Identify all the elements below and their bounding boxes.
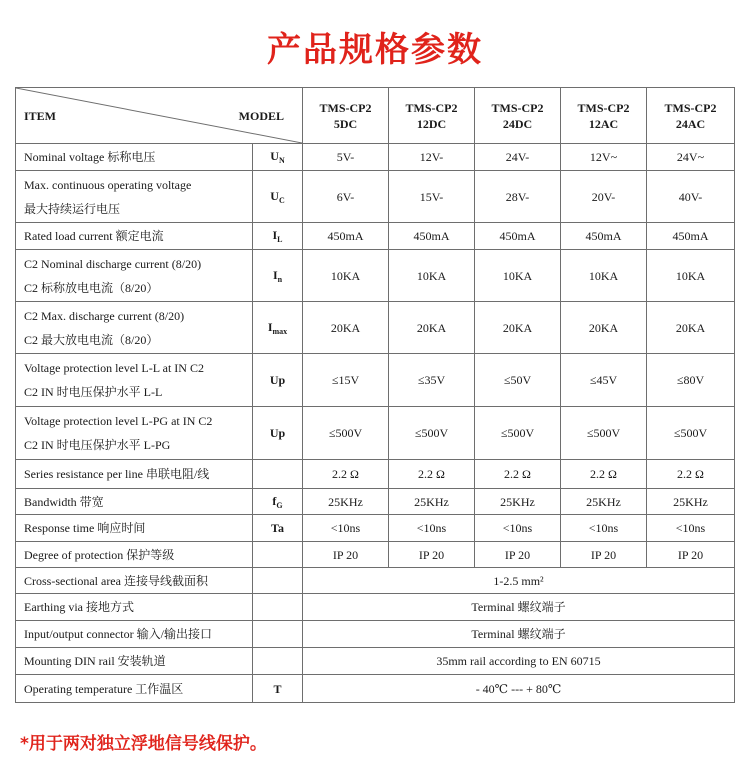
row-value: 10KA [475,250,561,302]
row-symbol: Ta [253,515,303,542]
row-symbol: $U_N$ [253,144,303,171]
row-value: 6V- [303,171,389,223]
row-value: 450mA [561,223,647,250]
row-value: IP 20 [561,542,647,568]
table-row [16,407,735,460]
spec-table [15,87,735,703]
row-value: 10KA [647,250,735,302]
row-value: 20KA [475,302,561,354]
row-value: ≤80V [647,354,735,407]
table-row [16,542,735,568]
row-value: 28V- [475,171,561,223]
model-column-header: TMS-CP2 12AC [561,88,647,144]
row-value: IP 20 [647,542,735,568]
table-row [16,144,735,171]
row-value: 12V~ [561,144,647,171]
row-value: 20KA [561,302,647,354]
row-label: Mounting DIN rail 安装轨道 [16,648,253,675]
table-row [16,354,735,407]
header-row [16,88,735,144]
row-symbol: $I_n$ [253,250,303,302]
row-label: Response time 响应时间 [16,515,253,542]
row-value: 24V- [475,144,561,171]
row-value: 450mA [475,223,561,250]
row-symbol [253,594,303,621]
model-header: MODEL [238,109,284,123]
row-value: <10ns [475,515,561,542]
row-label: C2 Nominal discharge current (8/20) C2 标称放电电流（8/20） [16,250,253,302]
row-value: 450mA [647,223,735,250]
row-value: 25KHz [303,489,389,515]
model-column-header: TMS-CP2 5DC [303,88,389,144]
row-value: <10ns [561,515,647,542]
row-value: 24V~ [647,144,735,171]
model-column-header: TMS-CP2 24AC [647,88,735,144]
row-symbol: $f_G$ [253,489,303,515]
row-label: Voltage protection level L-L at IN C2 C2 IN 时电压保护水平 L-L [16,354,253,407]
table-row [16,460,735,489]
row-value: 20V- [561,171,647,223]
row-value-merged: Terminal 螺纹端子 [303,621,735,648]
row-symbol: $I_{max}$ [253,302,303,354]
row-value: ≤500V [647,407,735,460]
row-symbol: Up [253,407,303,460]
table-row [16,302,735,354]
row-value: 2.2 Ω [647,460,735,489]
row-value: 20KA [647,302,735,354]
row-value: 2.2 Ω [475,460,561,489]
footnote: *用于两对独立浮地信号线保护。 [20,734,267,754]
row-label: Bandwidth 带宽 [16,489,253,515]
row-value: 15V- [389,171,475,223]
row-value: ≤500V [561,407,647,460]
row-value-merged: 1-2.5 mm² [303,568,735,594]
table-row [16,250,735,302]
row-symbol: $U_C$ [253,171,303,223]
page-title: 产品规格参数 [267,30,483,70]
table-row [16,171,735,223]
row-symbol [253,460,303,489]
row-value-merged: 35mm rail according to EN 60715 [303,648,735,675]
table-row [16,621,735,648]
row-label: Operating temperature 工作温区 [16,675,253,703]
row-value: IP 20 [303,542,389,568]
row-symbol [253,568,303,594]
table-row [16,223,735,250]
row-value: ≤500V [303,407,389,460]
row-value: 10KA [303,250,389,302]
row-label: C2 Max. discharge current (8/20) C2 最大放电电流（8/20） [16,302,253,354]
row-value: 2.2 Ω [303,460,389,489]
model-column-header: TMS-CP2 24DC [475,88,561,144]
table-row [16,515,735,542]
row-value: ≤35V [389,354,475,407]
table-row [16,568,735,594]
row-value: 10KA [389,250,475,302]
row-label: Max. continuous operating voltage 最大持续运行电压 [16,171,253,223]
row-value: ≤500V [475,407,561,460]
row-value: 25KHz [561,489,647,515]
model-column-header: TMS-CP2 12DC [389,88,475,144]
row-value: <10ns [389,515,475,542]
row-label: Nominal voltage 标称电压 [16,144,253,171]
table-row [16,675,735,703]
row-symbol [253,542,303,568]
row-label: Earthing via 接地方式 [16,594,253,621]
row-value: 450mA [389,223,475,250]
row-label: Input/output connector 输入/输出接口 [16,621,253,648]
table-row [16,648,735,675]
row-value: <10ns [647,515,735,542]
row-value: 10KA [561,250,647,302]
row-value: ≤45V [561,354,647,407]
table-row [16,489,735,515]
row-value: <10ns [303,515,389,542]
item-model-header [16,88,303,144]
row-symbol: Up [253,354,303,407]
row-value: ≤50V [475,354,561,407]
row-value-merged: Terminal 螺纹端子 [303,594,735,621]
table-row [16,594,735,621]
row-value: 20KA [389,302,475,354]
row-label: Series resistance per line 串联电阻/线 [16,460,253,489]
row-value: 12V- [389,144,475,171]
row-label: Rated load current 额定电流 [16,223,253,250]
row-symbol [253,648,303,675]
row-symbol [253,621,303,648]
row-value: IP 20 [475,542,561,568]
row-value: IP 20 [389,542,475,568]
row-value: 5V- [303,144,389,171]
row-label: Degree of protection 保护等级 [16,542,253,568]
row-value: 2.2 Ω [561,460,647,489]
row-value: ≤15V [303,354,389,407]
row-label: Voltage protection level L-PG at IN C2 C2 IN 时电压保护水平 L-PG [16,407,253,460]
row-label: Cross-sectional area 连接导线截面积 [16,568,253,594]
row-symbol: T [253,675,303,703]
row-symbol: $I_L$ [253,223,303,250]
item-header: ITEM [24,109,57,123]
row-value: 25KHz [389,489,475,515]
row-value: 25KHz [475,489,561,515]
row-value: 20KA [303,302,389,354]
row-value-merged: - 40℃ --- + 80℃ [303,675,735,703]
row-value: 450mA [303,223,389,250]
row-value: 2.2 Ω [389,460,475,489]
row-value: 25KHz [647,489,735,515]
row-value: 40V- [647,171,735,223]
row-value: ≤500V [389,407,475,460]
